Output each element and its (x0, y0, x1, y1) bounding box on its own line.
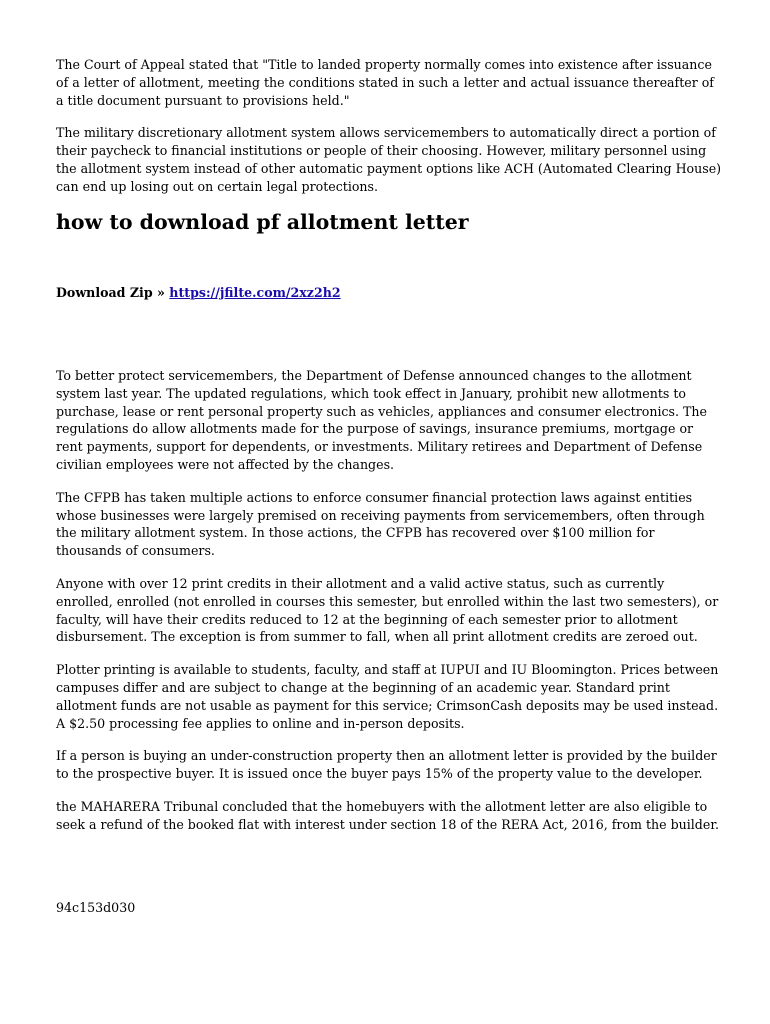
body-paragraph-4: Plotter printing is available to students, faculty, and staff at IUPUI and IU Bloomington. Prices between campuses differ and are subject to change at the beginning of an academic year. Standard print allotment funds are not usable as payment for this service; CrimsonCash deposits may be used instead. A $2.50 processing fee applies to online and in-person deposits. (56, 662, 719, 731)
body-paragraph-3: Anyone with over 12 print credits in their allotment and a valid active status, such as currently enrolled, enrolled (not enrolled in courses this semester, but enrolled within the last two semesters), or faculty, will have their credits reduced to 12 at the beginning of each semester prior to allotment disbursement. The exception is from summer to fall, when all print allotment credits are zeroed out. (56, 575, 719, 645)
download-link[interactable]: https://jfilte.com/2xz2h2 (169, 285, 341, 300)
body-paragraph-1: To better protect servicemembers, the Department of Defense announced changes to the allotment system last year. The updated regulations, which took effect in January, prohibit new allotments to purchase, lease or rent personal property such as vehicles, appliances and consumer electronics. The regulations do allow allotments made for the purpose of savings, insurance premiums, mortgage or rent payments, support for dependents, or investments. Military retirees and Department of Defense civilian employees were not affected by the changes. (56, 368, 707, 472)
body-paragraph-5: If a person is buying an under-construction property then an allotment letter is provided by the builder to the prospective buyer. It is issued once the buyer pays 15% of the property value to the developer. (56, 748, 717, 782)
download-label: Download Zip » (56, 285, 165, 300)
article-body (56, 367, 722, 849)
body-paragraph-2: The CFPB has taken multiple actions to enforce consumer financial protection laws against entities whose businesses were largely premised on receiving payments from servicemembers, often through the military allotment system. In those actions, the CFPB has recovered over $100 million for thousands of consumers. (56, 489, 705, 559)
intro-paragraph-1: The Court of Appeal stated that "Title to landed property normally comes into existence after issuance of a letter of allotment, meeting the conditions stated in such a letter and actual issuance thereafter of a title document pursuant to provisions held." (56, 57, 714, 108)
body-paragraph-6: the MAHARERA Tribunal concluded that the homebuyers with the allotment letter are also eligible to seek a refund of the booked flat with interest under section 18 of the RERA Act, 2016, from the builder. (56, 798, 719, 832)
footer-code: 94c153d030 (56, 900, 136, 915)
download-line (56, 284, 341, 302)
intro-paragraph-2: The military discretionary allotment system allows servicemembers to automatically direct a portion of their paycheck to financial institutions or people of their choosing. However, military personnel using the allotment system instead of other automatic payment options like ACH (Automated Clearing House) can end up losing out on certain legal protections. (56, 125, 722, 194)
document-page (56, 56, 722, 915)
page-heading: how to download pf allotment letter (56, 210, 469, 234)
